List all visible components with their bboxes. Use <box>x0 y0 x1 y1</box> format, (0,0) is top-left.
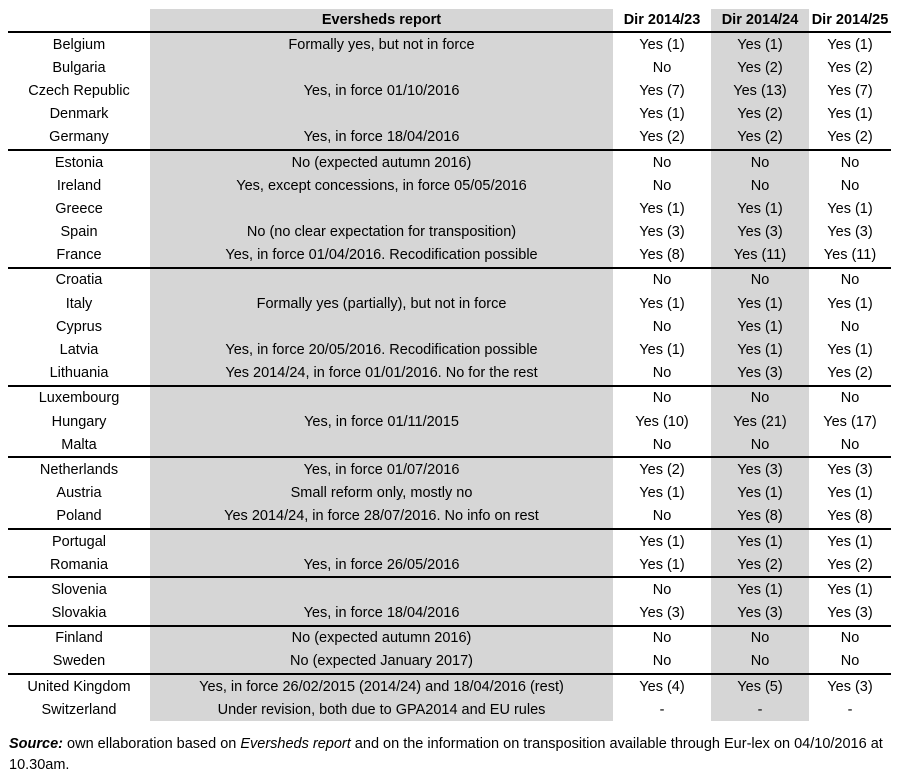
table-row <box>8 244 891 268</box>
dir-2014-25-cell: Yes (3) <box>827 605 873 622</box>
table-row <box>8 197 891 220</box>
dir-2014-23-cell: Yes (1) <box>639 485 685 502</box>
dir-2014-25-cell: Yes (1) <box>827 36 873 53</box>
report-cell: Yes 2014/24, in force 01/01/2016. No for the rest <box>150 362 613 386</box>
table-row <box>8 268 891 292</box>
dir-2014-25-cell: Yes (1) <box>827 200 873 217</box>
country-cell: Luxembourg <box>8 386 150 410</box>
dir-2014-24-cell: Yes (1) <box>711 197 809 220</box>
dir-2014-24-cell: Yes (5) <box>711 674 809 698</box>
header-row <box>8 9 891 32</box>
table-row <box>8 674 891 698</box>
report-cell <box>150 103 613 126</box>
dir-2014-23-cell: No <box>613 150 711 174</box>
dir-2014-23-cell: No <box>652 59 672 76</box>
dir-2014-23-cell: Yes (4) <box>613 674 711 698</box>
country-cell: Cyprus <box>56 318 102 335</box>
country-cell: Austria <box>56 485 102 502</box>
country-cell: Lithuania <box>49 365 109 382</box>
table-row <box>8 103 891 126</box>
dir-2014-23-cell: Yes (1) <box>639 295 685 312</box>
dir-2014-23-cell: No <box>652 436 672 453</box>
table-row <box>8 386 891 410</box>
report-cell <box>150 197 613 220</box>
dir-2014-25-cell: No <box>840 177 860 194</box>
source-label: Source: <box>9 736 63 752</box>
dir-2014-24-cell: No <box>711 174 809 197</box>
report-cell: Yes, in force 01/04/2016. Recodification possible <box>150 244 613 268</box>
report-cell: No (no clear expectation for transposition) <box>150 221 613 244</box>
dir-2014-24-cell: Yes (2) <box>711 103 809 126</box>
dir-2014-23-cell: Yes (1) <box>639 36 685 53</box>
country-cell: Malta <box>61 436 97 453</box>
source-note <box>9 734 899 776</box>
dir-2014-25-cell: Yes (1) <box>809 529 891 553</box>
transposition-table <box>8 9 891 721</box>
transposition-table-wrapper <box>8 9 891 721</box>
dir-2014-25-cell: Yes (3) <box>809 457 891 481</box>
dir-2014-25-cell: Yes (17) <box>823 413 877 430</box>
report-cell <box>150 529 613 553</box>
dir-2014-23-cell: Yes (3) <box>639 605 685 622</box>
dir-2014-25-cell: No <box>840 318 860 335</box>
table-row <box>8 126 891 150</box>
dir-2014-25-cell: Yes (1) <box>827 106 873 123</box>
country-cell: Czech Republic <box>28 82 130 99</box>
country-cell: Italy <box>65 295 93 312</box>
dir-2014-24-cell: Yes (1) <box>711 292 809 315</box>
table-row <box>8 79 891 102</box>
dir-2014-23-cell: Yes (1) <box>639 556 685 573</box>
country-cell: Slovenia <box>8 577 150 601</box>
report-cell: No (expected autumn 2016) <box>150 626 613 650</box>
table-row <box>8 482 891 505</box>
report-cell: Yes, in force 18/04/2016 <box>150 602 613 626</box>
report-cell: No (expected autumn 2016) <box>150 150 613 174</box>
dir-2014-23-cell: - <box>659 701 665 718</box>
country-cell: Latvia <box>59 342 99 359</box>
report-cell <box>150 433 613 457</box>
source-text-2: and on the information on transposition available through Eur-lex on 04/10/2016 at 10.30am. <box>9 736 883 773</box>
dir-2014-23-cell: No <box>613 268 711 292</box>
report-cell <box>150 268 613 292</box>
dir-2014-24-cell: Yes (8) <box>711 505 809 529</box>
country-cell: Portugal <box>8 529 150 553</box>
country-cell: Sweden <box>52 653 106 670</box>
dir-2014-25-cell: No <box>809 268 891 292</box>
header-country <box>8 9 150 32</box>
table-row <box>8 553 891 577</box>
dir-2014-25-cell: No <box>840 653 860 670</box>
dir-2014-24-cell: Yes (1) <box>711 338 809 361</box>
report-cell: Yes, in force 01/07/2016 <box>150 457 613 481</box>
header-eversheds-report: Eversheds report <box>150 9 613 32</box>
report-cell: Yes, except concessions, in force 05/05/2016 <box>150 174 613 197</box>
report-cell: Under revision, both due to GPA2014 and EU rules <box>150 698 613 721</box>
dir-2014-24-cell: No <box>711 650 809 674</box>
header-dir-2014-24: Dir 2014/24 <box>711 9 809 32</box>
dir-2014-23-cell: No <box>652 653 672 670</box>
dir-2014-24-cell: No <box>711 150 809 174</box>
country-cell: Denmark <box>49 106 109 123</box>
dir-2014-25-cell: No <box>809 150 891 174</box>
dir-2014-24-cell: Yes (2) <box>711 56 809 79</box>
country-cell: France <box>56 247 102 264</box>
report-cell: Yes 2014/24, in force 28/07/2016. No info on rest <box>150 505 613 529</box>
report-cell: Yes, in force 01/10/2016 <box>150 79 613 102</box>
table-row <box>8 410 891 433</box>
source-report-name: Eversheds report <box>240 736 351 752</box>
country-cell: Estonia <box>8 150 150 174</box>
table-row <box>8 56 891 79</box>
country-cell: Netherlands <box>8 457 150 481</box>
dir-2014-25-cell: Yes (7) <box>827 82 873 99</box>
country-cell: Hungary <box>51 413 107 430</box>
table-body <box>8 32 891 721</box>
dir-2014-23-cell: Yes (1) <box>639 106 685 123</box>
country-cell: Ireland <box>56 177 102 194</box>
dir-2014-23-cell: Yes (1) <box>639 342 685 359</box>
dir-2014-25-cell: Yes (2) <box>827 556 873 573</box>
table-row <box>8 32 891 56</box>
table-row <box>8 602 891 626</box>
dir-2014-23-cell: No <box>652 318 672 335</box>
dir-2014-25-cell: No <box>809 626 891 650</box>
dir-2014-23-cell: No <box>613 577 711 601</box>
dir-2014-25-cell: Yes (8) <box>827 508 873 525</box>
country-cell: Spain <box>60 224 98 241</box>
table-row <box>8 174 891 197</box>
dir-2014-23-cell: Yes (2) <box>613 457 711 481</box>
dir-2014-23-cell: Yes (2) <box>639 129 685 146</box>
dir-2014-25-cell: Yes (2) <box>827 59 873 76</box>
country-cell: Croatia <box>8 268 150 292</box>
report-cell <box>150 386 613 410</box>
dir-2014-24-cell: No <box>711 386 809 410</box>
country-cell: Slovakia <box>51 605 107 622</box>
dir-2014-24-cell: Yes (13) <box>711 79 809 102</box>
dir-2014-23-cell: No <box>613 386 711 410</box>
dir-2014-25-cell: Yes (2) <box>827 365 873 382</box>
table-row <box>8 362 891 386</box>
table-row <box>8 626 891 650</box>
dir-2014-24-cell: Yes (1) <box>711 529 809 553</box>
dir-2014-25-cell: Yes (3) <box>809 674 891 698</box>
dir-2014-23-cell: Yes (7) <box>639 82 685 99</box>
report-cell: Formally yes (partially), but not in force <box>150 292 613 315</box>
report-cell: No (expected January 2017) <box>150 650 613 674</box>
dir-2014-25-cell: Yes (1) <box>827 485 873 502</box>
dir-2014-23-cell: No <box>652 177 672 194</box>
dir-2014-24-cell: Yes (1) <box>711 32 809 56</box>
table-row <box>8 529 891 553</box>
dir-2014-24-cell: Yes (1) <box>711 482 809 505</box>
table-row <box>8 292 891 315</box>
report-cell <box>150 577 613 601</box>
table-row <box>8 221 891 244</box>
dir-2014-24-cell: Yes (3) <box>711 602 809 626</box>
dir-2014-24-cell: - <box>711 698 809 721</box>
dir-2014-24-cell: Yes (1) <box>711 577 809 601</box>
table-row <box>8 505 891 529</box>
dir-2014-25-cell: - <box>847 701 853 718</box>
header-dir-2014-25: Dir 2014/25 <box>809 9 891 32</box>
dir-2014-25-cell: Yes (2) <box>827 129 873 146</box>
table-row <box>8 338 891 361</box>
dir-2014-23-cell: No <box>613 626 711 650</box>
report-cell: Yes, in force 20/05/2016. Recodification possible <box>150 338 613 361</box>
dir-2014-23-cell: Yes (8) <box>639 247 685 264</box>
dir-2014-24-cell: Yes (11) <box>711 244 809 268</box>
header-dir-2014-23: Dir 2014/23 <box>613 9 711 32</box>
country-cell: Germany <box>49 129 109 146</box>
dir-2014-25-cell: Yes (1) <box>827 295 873 312</box>
table-row <box>8 577 891 601</box>
table-row <box>8 457 891 481</box>
dir-2014-24-cell: Yes (3) <box>711 221 809 244</box>
dir-2014-24-cell: No <box>711 433 809 457</box>
country-cell: United Kingdom <box>8 674 150 698</box>
dir-2014-24-cell: Yes (2) <box>711 553 809 577</box>
dir-2014-25-cell: Yes (11) <box>823 247 877 264</box>
dir-2014-24-cell: Yes (21) <box>711 410 809 433</box>
dir-2014-25-cell: No <box>809 386 891 410</box>
table-row <box>8 315 891 338</box>
dir-2014-23-cell: No <box>652 365 672 382</box>
dir-2014-25-cell: Yes (1) <box>809 577 891 601</box>
report-cell <box>150 315 613 338</box>
dir-2014-23-cell: Yes (10) <box>635 413 689 430</box>
country-cell: Bulgaria <box>52 59 106 76</box>
table-row <box>8 698 891 721</box>
dir-2014-25-cell: Yes (3) <box>827 224 873 241</box>
dir-2014-24-cell: Yes (2) <box>711 126 809 150</box>
table-row <box>8 650 891 674</box>
dir-2014-23-cell: Yes (1) <box>613 529 711 553</box>
dir-2014-24-cell: No <box>711 268 809 292</box>
source-text-1: own ellaboration based on <box>63 736 241 752</box>
country-cell: Finland <box>8 626 150 650</box>
dir-2014-25-cell: No <box>840 436 860 453</box>
report-cell: Small reform only, mostly no <box>150 482 613 505</box>
dir-2014-25-cell: Yes (1) <box>827 342 873 359</box>
country-cell: Greece <box>55 200 103 217</box>
report-cell: Yes, in force 26/05/2016 <box>150 553 613 577</box>
country-cell: Romania <box>49 556 109 573</box>
country-cell: Switzerland <box>41 701 117 718</box>
dir-2014-24-cell: Yes (3) <box>711 457 809 481</box>
report-cell <box>150 56 613 79</box>
dir-2014-23-cell: No <box>652 508 672 525</box>
dir-2014-24-cell: Yes (1) <box>711 315 809 338</box>
report-cell: Yes, in force 18/04/2016 <box>150 126 613 150</box>
dir-2014-23-cell: Yes (1) <box>639 200 685 217</box>
report-cell: Formally yes, but not in force <box>150 32 613 56</box>
country-cell: Belgium <box>52 36 106 53</box>
dir-2014-24-cell: Yes (3) <box>711 362 809 386</box>
table-row <box>8 433 891 457</box>
report-cell: Yes, in force 26/02/2015 (2014/24) and 18/04/2016 (rest) <box>150 674 613 698</box>
dir-2014-24-cell: No <box>711 626 809 650</box>
dir-2014-23-cell: Yes (3) <box>639 224 685 241</box>
table-row <box>8 150 891 174</box>
report-cell: Yes, in force 01/11/2015 <box>150 410 613 433</box>
country-cell: Poland <box>56 508 102 525</box>
